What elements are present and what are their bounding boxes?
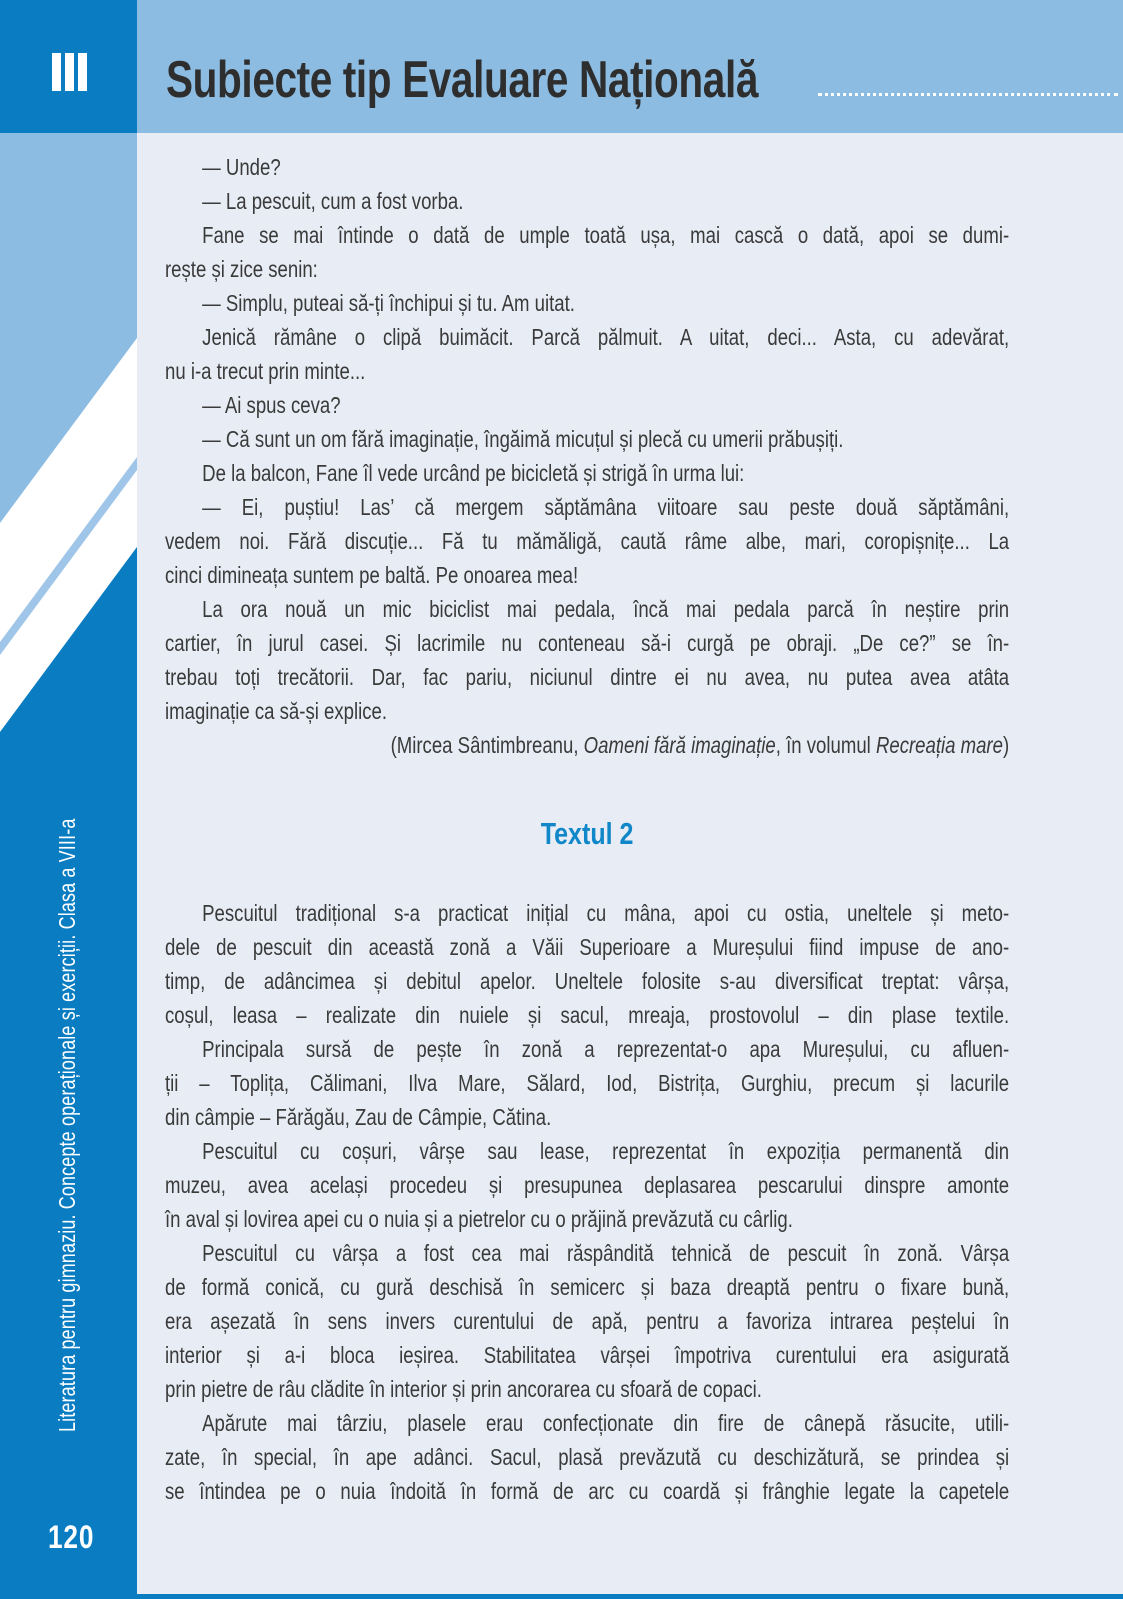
text-line: De la balcon, Fane îl vede urcând pe bicicletă și strigă în urma lui: xyxy=(202,460,745,486)
section-roman-numeral-box xyxy=(0,0,137,133)
text-line: Fane se mai întinde o dată de umple toată ușa, mai cască o dată, apoi se dumi- xyxy=(202,222,1010,248)
roman-bar xyxy=(65,53,74,91)
text-line: imaginație ca să-și explice. xyxy=(165,698,388,724)
sidebar xyxy=(0,0,137,1599)
text-line: muzeu, avea același procedeu și presupunea deplasarea pescarului dinspre amonte xyxy=(165,1172,1010,1198)
text-line: dele de pescuit din această zonă a Văii Superioare a Mureșului fiind impuse de ano- xyxy=(165,934,1010,960)
text-line: cinci dimineața suntem pe baltă. Pe onoarea mea! xyxy=(165,562,579,588)
text-line: din câmpie – Fărăgău, Zau de Câmpie, Cătina. xyxy=(165,1104,552,1130)
text-line: rește și zice senin: xyxy=(165,256,318,282)
text-line: Pescuitul tradițional s-a practicat inițial cu mâna, apoi cu ostia, uneltele și meto- xyxy=(202,900,1010,926)
text-line: — La pescuit, cum a fost vorba. xyxy=(202,188,464,214)
roman-numeral-III xyxy=(52,53,87,91)
text-line: — Că sunt un om fără imaginație, îngăimă micuțul și plecă cu umerii prăbușiți. xyxy=(202,426,844,452)
chapter-header-band xyxy=(0,0,1123,133)
work-title-italic: Oameni fără imaginație xyxy=(583,732,776,758)
text-line: — Ei, puștiu! Las’ că mergem săptămâna viitoare sau peste două săptămâni, xyxy=(202,494,1010,520)
text-line: prin pietre de râu clădite în interior și prin ancorarea cu sfoară de copaci. xyxy=(165,1376,762,1402)
text-line: zate, în special, în ape adânci. Sacul, plasă prevăzută cu deschizătură, se prindea și xyxy=(165,1444,1010,1470)
text-line: era așezată în sens invers curentului de apă, pentru a favoriza intrarea peștelui în xyxy=(165,1308,1010,1334)
text-line: — Unde? xyxy=(202,154,281,180)
text1-attribution xyxy=(165,728,1009,762)
text-column xyxy=(165,150,1009,1508)
text-line: Pescuitul cu coșuri, vârșe sau lease, reprezentat în expoziția permanentă din xyxy=(202,1138,1010,1164)
section-heading-textul-2: Textul 2 xyxy=(540,816,634,851)
attribution-text: ) xyxy=(1002,732,1010,758)
text-line: Apărute mai târziu, plasele erau confecționate din fire de cânepă răsucite, utili- xyxy=(202,1410,1010,1436)
text-line: trebau toți trecătorii. Dar, fac pariu, niciunul dintre ei nu avea, nu putea avea atâta xyxy=(165,664,1010,690)
text-line: interior și a-i bloca ieșirea. Stabilitatea vârșei împotriva curentului era asigurată xyxy=(165,1342,1010,1368)
work-title-italic: Recreația mare xyxy=(875,732,1003,758)
roman-bar xyxy=(78,53,87,91)
roman-bar xyxy=(52,53,61,91)
attribution-text: , în volumul xyxy=(775,732,876,758)
text-line: de formă conică, cu gură deschisă în semicerc și baza dreaptă pentru o fixare bună, xyxy=(165,1274,1010,1300)
text-line: nu i-a trecut prin minte... xyxy=(165,358,366,384)
text-line: vedem noi. Fără discuție... Fă tu mămăligă, caută râme albe, mari, coropișnițe... La xyxy=(165,528,1010,554)
text-line: Principala sursă de pește în zonă a reprezentat-o apa Mureșului, cu afluen- xyxy=(202,1036,1010,1062)
text-line: Pescuitul cu vârșa a fost cea mai răspândită tehnică de pescuit în zonă. Vârșa xyxy=(202,1240,1010,1266)
text-line: ții – Toplița, Călimani, Ilva Mare, Sălard, Iod, Bistrița, Gurghiu, precum și lacurile xyxy=(165,1070,1010,1096)
text-line: se întindea pe o nuia îndoită în formă de arc cu coardă și frânghie legate la capetele xyxy=(165,1478,1010,1504)
sidebar-series-title: Literatura pentru gimnaziu. Concepte operaționale și exerciții. Clasa a VIII-a xyxy=(54,818,80,1432)
attribution-text: (Mircea Sântimbreanu, xyxy=(390,732,584,758)
bottom-edge-strip xyxy=(0,1594,1123,1599)
text-line: coșul, leasa – realizate din nuiele și sacul, mreaja, prostovolul – din plase textile. xyxy=(165,1002,1010,1028)
text-line: La ora nouă un mic biciclist mai pedala, încă mai pedala parcă în neștire prin xyxy=(202,596,1010,622)
text2-body xyxy=(165,896,1009,1508)
title-dotted-rule xyxy=(818,93,1118,96)
chapter-title: Subiecte tip Evaluare Națională xyxy=(166,51,758,109)
text-line: — Ai spus ceva? xyxy=(202,392,341,418)
text-line: timp, de adâncimea și debitul apelor. Uneltele folosite s-au diversificat treptat: vârșa, xyxy=(165,968,1010,994)
text-line: cartier, în jurul casei. Și lacrimile nu conteneau să-i curgă pe obraji. „De ce?” se în- xyxy=(165,630,1010,656)
text-line: în aval și lovirea apei cu o nuia și a pietrelor cu o prăjină prevăzută cu cârlig. xyxy=(165,1206,793,1232)
text-line: — Simplu, puteai să-ți închipui și tu. Am uitat. xyxy=(202,290,575,316)
text-line: Jenică rămâne o clipă buimăcit. Parcă pălmuit. A uitat, deci... Asta, cu adevărat, xyxy=(202,324,1010,350)
page-number: 120 xyxy=(48,1519,95,1555)
text1-excerpt xyxy=(165,150,1009,728)
